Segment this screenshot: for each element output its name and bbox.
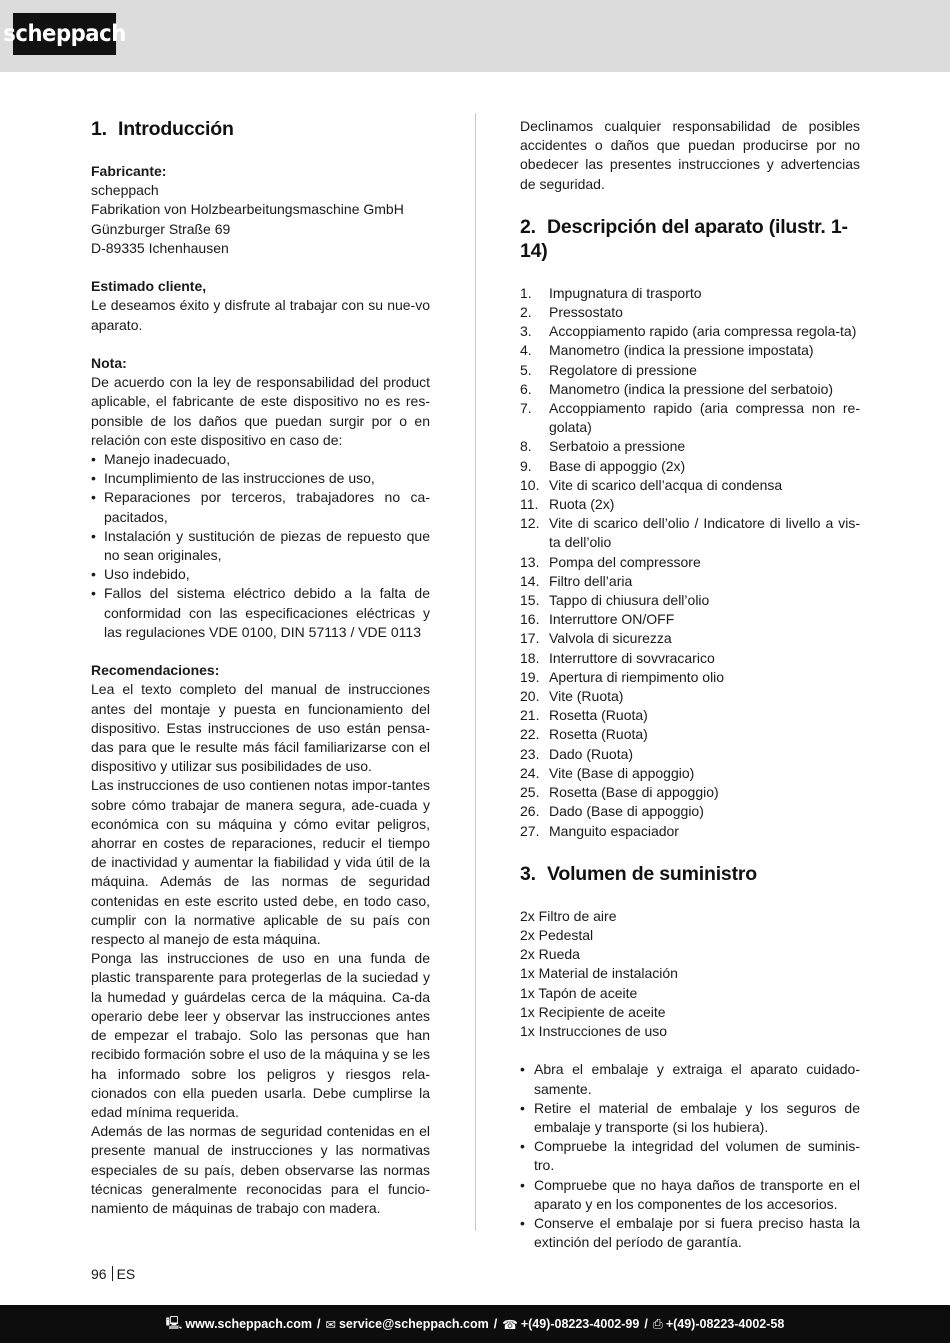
part-number: 26. bbox=[520, 803, 540, 820]
part-name: Regolatore di pressione bbox=[549, 361, 697, 378]
recomendaciones-label: Recomendaciones: bbox=[91, 662, 220, 679]
parts-list bbox=[520, 284, 860, 841]
part-name: Dado (Ruota) bbox=[549, 745, 634, 762]
column-divider bbox=[475, 113, 476, 1231]
parts-list-item bbox=[520, 629, 860, 648]
footer-email: service@scheppach.com bbox=[338, 1317, 489, 1331]
paragraph: Ponga las instrucciones de uso en una funda de plastic transparente para protegerlas de la suciedad y la humedad y guárdelas cerca de la máquina. Ca-da operario debe leer y observar las instrucciones antes de empezar el trabajo. Solo las personas que han recibido formación sobre el uso de la máquina y se les ha informado sobre los peligros y riesgos rela-cionados con ella pueden usarla. Debe cumplirse la edad mínima requerida. bbox=[91, 950, 430, 1120]
part-name: Vite (Ruota) bbox=[549, 688, 624, 705]
part-name: Interruttore di sovvracarico bbox=[549, 649, 715, 666]
paragraph: Las instrucciones de uso contienen notas impor-tantes sobre cómo trabajar de manera segura, ade-cuada y económica con su máquina y cómo evitar peligros, ahorrar en costes de reparaciones, reducir el tiempo de inactividad y aumentar la fiabilidad y vida útil de la máquina. Además de las normas de seguridad contenidas en este escrito usted debe, en todo caso, cumplir con la normative aplicable de su país con respecto al manejo de esta máquina. bbox=[91, 777, 430, 948]
parts-list-item bbox=[520, 322, 860, 341]
parts-list-item bbox=[520, 303, 860, 322]
part-name: Vite di scarico dell’olio / Indicatore di livello a vis-ta dell’olio bbox=[549, 515, 860, 551]
nota-text: De acuerdo con la ley de responsabilidad del product aplicable, el fabricante de este dispositivo no es res-ponsible de los daños que puedan surgir por o en relación con este dispositivo en caso de: bbox=[91, 374, 430, 448]
list-item: • Retire el material de embalaje y los seguros de embalaje y transporte (si los hubiera). bbox=[520, 1099, 860, 1137]
list-item: • Instalación y sustitución de piezas de repuesto que no sean originales, bbox=[91, 527, 430, 565]
parts-list-item bbox=[520, 495, 860, 514]
estimado-text: Le deseamos éxito y disfrute al trabajar con su nue-vo aparato. bbox=[91, 297, 430, 333]
part-name: Apertura di riempimento olio bbox=[549, 668, 725, 685]
parts-list-item bbox=[520, 687, 860, 706]
parts-list-item bbox=[520, 706, 860, 725]
part-number: 8. bbox=[520, 438, 532, 455]
parts-list-item bbox=[520, 514, 860, 552]
parts-list-item bbox=[520, 783, 860, 802]
part-name: Pressostato bbox=[549, 304, 623, 321]
supply-item: 1x Tapón de aceite bbox=[520, 984, 638, 1001]
part-number: 16. bbox=[520, 611, 540, 628]
list-item: • Abra el embalaje y extraiga el aparato cuidado-samente. bbox=[520, 1060, 860, 1098]
fax-icon: ⎙ bbox=[652, 1316, 663, 1331]
parts-list-item bbox=[520, 764, 860, 783]
list-item: • Fallos del sistema eléctrico debido a la falta de conformidad con las especificaciones eléctricas y las regulaciones VDE 0100, DIN 57113 / VDE 0113 bbox=[91, 584, 430, 642]
part-name: Dado (Base di appoggio) bbox=[549, 803, 704, 820]
part-number: 21. bbox=[520, 707, 540, 724]
part-name: Valvola di sicurezza bbox=[549, 630, 672, 647]
nota-label: Nota: bbox=[91, 355, 127, 371]
part-number: 25. bbox=[520, 784, 540, 801]
fabricante-label: Fabricante: bbox=[91, 163, 167, 179]
list-item: • Manejo inadecuado, bbox=[91, 450, 430, 469]
parts-list-item bbox=[520, 610, 860, 629]
part-number: 17. bbox=[520, 630, 540, 647]
list-item: • Conserve el embalaje por si fuera preciso hasta la extinción del período de garantía. bbox=[520, 1214, 860, 1252]
supply-item: 1x Recipiente de aceite bbox=[520, 1003, 666, 1020]
paragraph: Lea el texto completo del manual de instrucciones antes del montaje y puesta en funcionamiento del dispositivo. Estas instrucciones de uso están pensa-das para que le resulte más fácil familiarizarse con el dispositivo y utilizar sus posibilidades de uso. bbox=[91, 681, 430, 775]
page-separator bbox=[112, 1266, 113, 1281]
part-name: Interruttore ON/OFF bbox=[549, 611, 675, 628]
parts-list-item bbox=[520, 591, 860, 610]
part-number: 3. bbox=[520, 323, 532, 340]
part-name: Impugnatura di trasporto bbox=[549, 284, 702, 301]
monitor-icon: 🖳 bbox=[165, 1315, 183, 1330]
parts-list-item bbox=[520, 802, 860, 821]
header-band bbox=[0, 0, 950, 72]
part-name: Filtro dell’aria bbox=[549, 572, 633, 589]
supply-item: 2x Pedestal bbox=[520, 926, 594, 943]
list-item: • Compruebe la integridad del volumen de suminis-tro. bbox=[520, 1137, 860, 1175]
part-number: 10. bbox=[520, 476, 540, 493]
list-item: • Compruebe que no haya daños de transporte en el aparato y en los componentes de los accesorios. bbox=[520, 1176, 860, 1214]
parts-list-item bbox=[520, 572, 860, 591]
parts-list-item bbox=[520, 361, 860, 380]
part-number: 23. bbox=[520, 745, 540, 762]
parts-list-item bbox=[520, 668, 860, 687]
unpacking-bullet-list bbox=[520, 1060, 860, 1252]
part-number: 14. bbox=[520, 572, 540, 589]
part-name: Manometro (indica la pressione del serbatoio) bbox=[549, 380, 834, 397]
supply-item: 2x Filtro de aire bbox=[520, 907, 617, 924]
part-number: 15. bbox=[520, 592, 540, 609]
part-number: 7. bbox=[520, 400, 532, 417]
footer-fax: +(49)-08223-4002-58 bbox=[665, 1317, 785, 1331]
estimado-label: Estimado cliente, bbox=[91, 278, 207, 295]
part-name: Accoppiamento rapido (aria compressa regola-ta) bbox=[549, 323, 857, 340]
part-name: Accoppiamento rapido (aria compressa non re-golata) bbox=[549, 400, 860, 436]
part-number: 24. bbox=[520, 764, 540, 781]
part-number: 22. bbox=[520, 726, 540, 743]
parts-list-item bbox=[520, 284, 860, 303]
part-number: 6. bbox=[520, 380, 532, 397]
phone-icon: ☎ bbox=[502, 1317, 518, 1332]
part-number: 11. bbox=[520, 496, 539, 513]
parts-list-item bbox=[520, 822, 860, 841]
part-name: Pompa del compressore bbox=[549, 553, 701, 570]
page-number: 96 ES bbox=[91, 1266, 136, 1282]
footer-band: 🖳 www.scheppach.com / ✉ service@scheppach.com / ☎ +(49)-08223-4002-99 / ⎙ +(49)-08223-4002-58 bbox=[0, 1305, 950, 1343]
part-name: Ruota (2x) bbox=[549, 496, 615, 513]
mail-icon: ✉ bbox=[325, 1317, 336, 1332]
part-name: Manguito espaciador bbox=[549, 822, 679, 839]
part-number: 18. bbox=[520, 649, 540, 666]
supply-item: 1x Instrucciones de uso bbox=[520, 1022, 668, 1039]
section-1-heading: 1. Introducción bbox=[91, 118, 234, 140]
supply-item: 1x Material de instalación bbox=[520, 965, 678, 982]
part-name: Manometro (indica la pressione impostata) bbox=[549, 342, 814, 359]
part-name: Rosetta (Base di appoggio) bbox=[549, 784, 719, 801]
left-column bbox=[91, 117, 430, 1218]
part-number: 2. bbox=[520, 304, 532, 321]
part-number: 19. bbox=[520, 668, 540, 685]
parts-list-item bbox=[520, 457, 860, 476]
list-item: • Uso indebido, bbox=[91, 565, 430, 584]
part-name: Rosetta (Ruota) bbox=[549, 707, 648, 724]
part-number: 1. bbox=[520, 284, 532, 301]
parts-list-item bbox=[520, 399, 860, 437]
parts-list-item bbox=[520, 553, 860, 572]
part-number: 13. bbox=[520, 553, 540, 570]
list-item: • Reparaciones por terceros, trabajadores no ca-pacitados, bbox=[91, 488, 430, 526]
fabricante-line: Fabrikation von Holzbearbeitungsmaschine GmbH bbox=[91, 201, 404, 218]
fabricante-line: scheppach bbox=[91, 182, 159, 199]
fabricante-line: Günzburger Straße 69 bbox=[91, 220, 231, 237]
right-column bbox=[520, 117, 860, 1252]
parts-list-item bbox=[520, 380, 860, 399]
part-name: Vite (Base di appoggio) bbox=[549, 764, 695, 781]
section-3-heading: 3. Volumen de suministro bbox=[520, 862, 757, 885]
parts-list-item bbox=[520, 476, 860, 495]
part-name: Serbatoio a pressione bbox=[549, 438, 686, 455]
disclaimer-paragraph: Declinamos cualquier responsabilidad de posibles accidentes o daños que puedan producirse por no obedecer las presentes instrucciones y advertencias de seguridad. bbox=[520, 118, 860, 192]
part-name: Base di appoggio (2x) bbox=[549, 457, 686, 474]
parts-list-item bbox=[520, 649, 860, 668]
part-number: 9. bbox=[520, 457, 532, 474]
footer-web: www.scheppach.com bbox=[185, 1317, 313, 1331]
scheppach-logo: scheppach bbox=[13, 13, 116, 55]
part-number: 5. bbox=[520, 361, 532, 378]
part-name: Vite di scarico dell’acqua di condensa bbox=[549, 476, 783, 493]
section-2-heading: 2. Descripción del aparato (ilustr. 1-14) bbox=[520, 215, 848, 262]
parts-list-item bbox=[520, 745, 860, 764]
part-number: 27. bbox=[520, 822, 540, 839]
parts-list-item bbox=[520, 341, 860, 360]
part-number: 12. bbox=[520, 515, 540, 532]
list-item: • Incumplimiento de las instrucciones de uso, bbox=[91, 469, 430, 488]
nota-bullet-list bbox=[91, 450, 430, 642]
parts-list-item bbox=[520, 725, 860, 744]
part-number: 20. bbox=[520, 688, 540, 705]
fabricante-line: D-89335 Ichenhausen bbox=[91, 239, 229, 256]
part-name: Tappo di chiusura dell’olio bbox=[549, 592, 710, 609]
part-name: Rosetta (Ruota) bbox=[549, 726, 648, 743]
footer-phone: +(49)-08223-4002-99 bbox=[520, 1317, 640, 1331]
parts-list-item bbox=[520, 437, 860, 456]
part-number: 4. bbox=[520, 342, 532, 359]
supply-item: 2x Rueda bbox=[520, 946, 580, 963]
paragraph: Además de las normas de seguridad contenidas en el presente manual de instrucciones y las normativas especiales de su país, deben observarse las normas técnicas generalmente reconocidas para el funcio-namiento de máquinas de trabajo con madera. bbox=[91, 1123, 430, 1216]
